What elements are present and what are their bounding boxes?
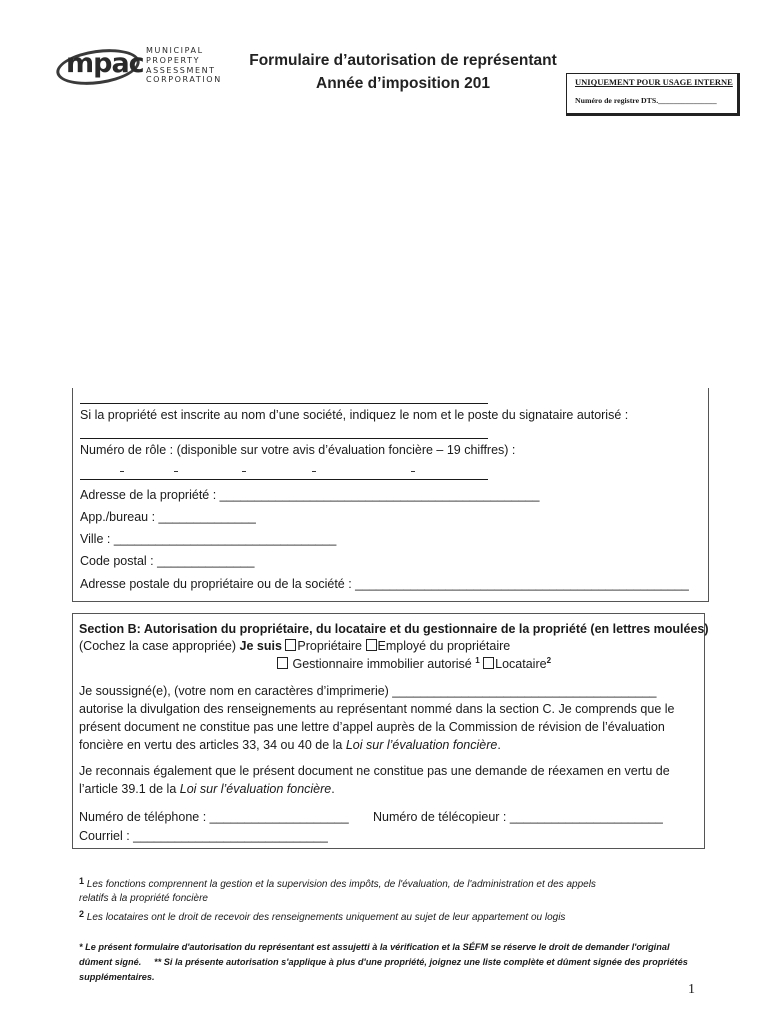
form-title: Formulaire d’autorisation de représentant xyxy=(249,52,557,69)
footnote-1 xyxy=(79,874,596,892)
page-number: 1 xyxy=(688,982,695,997)
logo-line: ASSESSMENT xyxy=(146,65,216,75)
roll-number-label: Numéro de rôle : (disponible sur votre avis d’évaluation foncière – 19 chiffres) : xyxy=(80,443,516,457)
manager-option-label: Gestionnaire immobilier autorisé xyxy=(292,657,472,671)
section-b-title: Section B: Autorisation du propriétaire, du locataire et du gestionnaire de la propriété (en lettres moulées) xyxy=(79,622,709,636)
verification-note-part1: * Le présent formulaire d'autorisation du représentant est assujetti à la vérification et la SÉFM se réserve le droit de demander l'original dûment signé. xyxy=(79,942,670,967)
logo-line: MUNICIPAL xyxy=(146,46,204,55)
dts-registry-number: Numéro de registre DTS._______________ xyxy=(575,96,717,105)
act-title: Loi sur l’évaluation foncière xyxy=(345,738,498,752)
owner-option-label: Propriétaire xyxy=(297,639,363,653)
acknowledgement-text xyxy=(79,782,335,796)
employee-option-label: Employé du propriétaire xyxy=(377,639,511,653)
verification-note-part2: ** Si la présente autorisation s'applique à plus d'une propriété, joignez une liste complète et dûment signée des propriétés supplémentaires. xyxy=(79,957,688,982)
authorization-text-part: foncière en vertu des articles 33, 34 ou 40 de la xyxy=(79,738,346,752)
authorization-text: présent document ne constitue pas une lettre d’appel auprès de la Commission de révision de l’évaluation xyxy=(79,720,665,734)
manager-checkbox[interactable] xyxy=(277,657,288,669)
mpac-logo xyxy=(56,44,226,90)
fax-field[interactable]: Numéro de télécopieur : ______________________ xyxy=(373,810,663,824)
form-title-block xyxy=(233,49,573,95)
footnote-2-text: Les locataires ont le droit de recevoir des renseignements uniquement au sujet de leur appartement ou logis xyxy=(86,912,566,923)
logo-line: PROPERTY xyxy=(146,55,201,65)
acknowledgement-text: Je reconnais également que le présent document ne constitue pas une demande de réexamen en vertu de xyxy=(79,764,670,778)
footnote-1-continued: relatifs à la propriété foncière xyxy=(79,893,208,904)
owner-checkbox[interactable] xyxy=(285,639,296,651)
city-field[interactable]: Ville : ________________________________ xyxy=(80,532,337,546)
tax-year-title: Année d’imposition 201 xyxy=(316,75,490,92)
tenant-checkbox[interactable] xyxy=(483,657,494,669)
role-selection-row xyxy=(79,639,510,653)
je-suis-label: Je suis xyxy=(239,639,282,653)
internal-use-box xyxy=(566,73,740,116)
roll-separator xyxy=(312,471,316,472)
footnote-ref-2: 2 xyxy=(546,656,552,665)
period: . xyxy=(331,782,335,796)
roll-separator xyxy=(174,471,178,472)
phone-field[interactable]: Numéro de téléphone : ____________________ xyxy=(79,810,349,824)
internal-use-heading: UNIQUEMENT POUR USAGE INTERNE xyxy=(575,77,733,87)
section-a-box xyxy=(72,388,709,602)
property-address-field[interactable]: Adresse de la propriété : ______________________________________________ xyxy=(80,488,540,502)
employee-checkbox[interactable] xyxy=(366,639,377,651)
unit-field[interactable]: App./bureau : ______________ xyxy=(80,510,256,524)
signatory-answer-line[interactable] xyxy=(80,438,488,439)
verification-note xyxy=(79,940,699,985)
footnote-1-text: Les fonctions comprennent la gestion et la supervision des impôts, de l'évaluation, de l'administration et des appels xyxy=(86,879,596,890)
logo-wordmark: mpac xyxy=(66,48,144,79)
roll-separator xyxy=(411,471,415,472)
signatory-top-line[interactable] xyxy=(80,403,488,404)
roll-separator xyxy=(120,471,124,472)
check-prompt: (Cochez la case appropriée) xyxy=(79,639,237,653)
section-b-box xyxy=(72,613,709,849)
period: . xyxy=(497,738,501,752)
acknowledgement-text-part: l’article 39.1 de la xyxy=(79,782,180,796)
mailing-address-field[interactable]: Adresse postale du propriétaire ou de la société : ________________________________________________ xyxy=(80,577,689,591)
authorization-text xyxy=(79,738,501,752)
roll-separator xyxy=(242,471,246,472)
authorization-text: autorise la divulgation des renseignements au représentant nommé dans la section C. Je comprends que le xyxy=(79,702,675,716)
tenant-option-label: Locataire xyxy=(495,657,547,671)
postal-code-field[interactable]: Code postal : ______________ xyxy=(80,554,255,568)
act-title: Loi sur l’évaluation foncière xyxy=(179,782,332,796)
company-signatory-label: Si la propriété est inscrite au nom d’une société, indiquez le nom et le poste du signataire autorisé : xyxy=(80,408,629,422)
footnote-ref-1: 1 xyxy=(475,656,480,665)
logo-corporation-name xyxy=(146,46,222,85)
roll-number-line[interactable] xyxy=(80,479,488,480)
footnote-1-number: 1 xyxy=(79,876,85,886)
footnote-2-number: 2 xyxy=(79,909,85,919)
signatory-name-field[interactable]: Je soussigné(e), (votre nom en caractères d’imprimerie) ______________________________________ xyxy=(79,684,657,698)
footnote-2 xyxy=(79,907,565,925)
role-selection-row-2 xyxy=(277,656,551,671)
email-field[interactable]: Courriel : ____________________________ xyxy=(79,829,328,843)
logo-line: CORPORATION xyxy=(146,75,222,85)
